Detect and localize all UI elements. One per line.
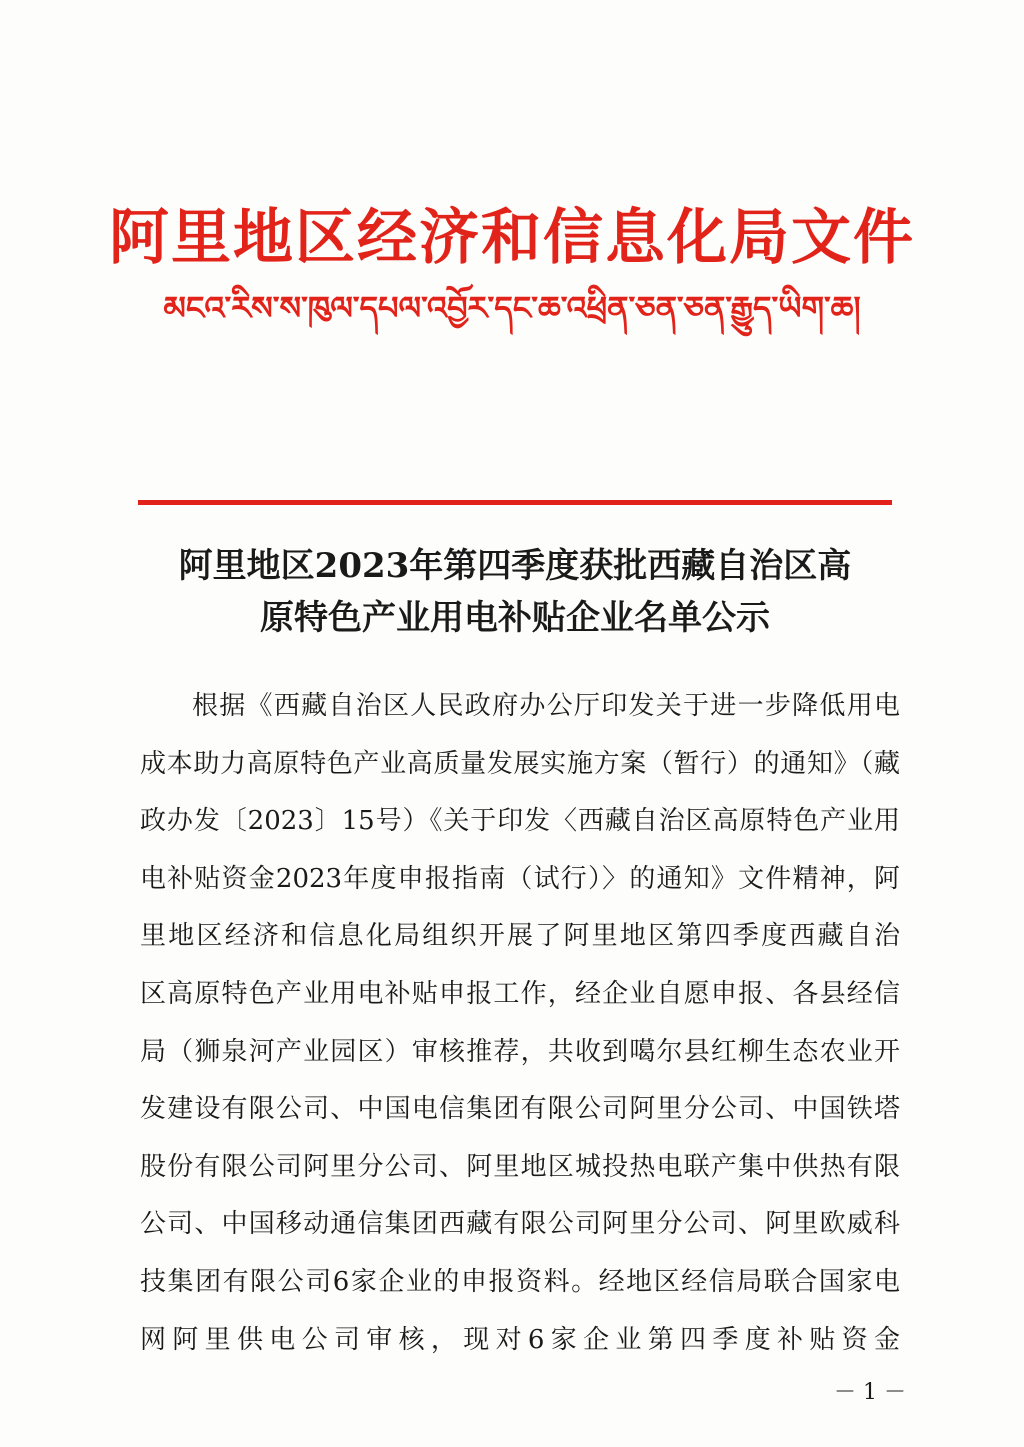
body-line: 技集团有限公司6家企业的申报资料。经地区经信局联合国家电 bbox=[140, 1266, 900, 1297]
red-header-rule bbox=[138, 500, 892, 505]
issuing-authority-title-tibetan: མངའ་རིས་ས་ཁུལ་དཔལ་འབྱོར་དང་ཆ་འཕྲིན་ཅན་ཅན་རྒྱུད་ཡིག་ཆ། bbox=[163, 289, 861, 327]
body-line: 股份有限公司阿里分公司、阿里地区城投热电联产集中供热有限 bbox=[140, 1151, 900, 1182]
document-heading-line: 原特色产业用电补贴企业名单公示 bbox=[260, 598, 770, 638]
body-line: 里地区经济和信息化局组织开展了阿里地区第四季度西藏自治 bbox=[140, 921, 900, 952]
issuing-authority-title: 阿里地区经济和信息化局文件 bbox=[109, 203, 915, 273]
document-heading-line: 阿里地区2023年第四季度获批西藏自治区高 bbox=[178, 546, 852, 586]
body-line: 成本助力高原特色产业高质量发展实施方案（暂行）的通知》（藏 bbox=[140, 748, 900, 779]
document-heading bbox=[138, 540, 892, 644]
body-line: 政办发〔2023〕15号）《关于印发〈西藏自治区高原特色产业用 bbox=[140, 806, 900, 837]
body-line: 区高原特色产业用电补贴申报工作，经企业自愿申报、各县经信 bbox=[140, 978, 900, 1009]
body-line: 电补贴资金2023年度申报指南（试行）〉的通知》文件精神，阿 bbox=[140, 863, 900, 894]
body-line: 公司、中国移动通信集团西藏有限公司阿里分公司、阿里欧威科 bbox=[140, 1209, 900, 1240]
page-number: － 1 － bbox=[834, 1380, 906, 1405]
body-line: 根据《西藏自治区人民政府办公厅印发关于进一步降低用电 bbox=[192, 691, 900, 721]
body-line: 网阿里供电公司审核，现对6家企业第四季度补贴资金 bbox=[140, 1324, 900, 1355]
document-body bbox=[140, 678, 900, 1369]
body-line: 发建设有限公司、中国电信集团有限公司阿里分公司、中国铁塔 bbox=[140, 1094, 900, 1125]
body-line: 局（狮泉河产业园区）审核推荐，共收到噶尔县红柳生态农业开 bbox=[140, 1036, 900, 1067]
